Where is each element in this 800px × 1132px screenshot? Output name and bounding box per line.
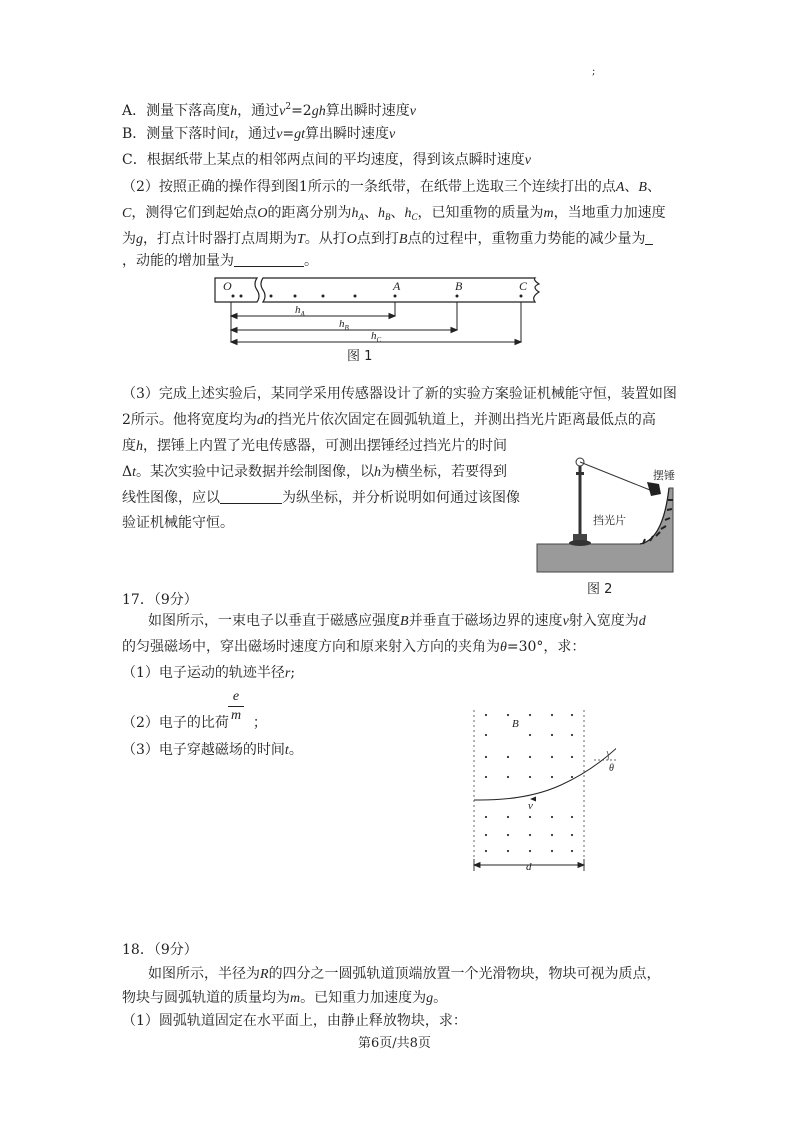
q18-line2: 物块与圆弧轨道的质量均为m。已知重力加速度为g。 — [122, 990, 448, 1006]
angle-theta-label: θ — [609, 763, 614, 774]
field-dot — [551, 850, 553, 852]
field-dot — [551, 816, 553, 818]
q16-part2-line2: C，测得它们到起始点O的距离分别为$h_A$、$h_B$、$h_C$，已知重物的质量为m，当地重力加速度 — [122, 205, 666, 222]
answer-blank-potential[interactable] — [645, 230, 653, 245]
q16-part3-line2: 2所示。他将宽度均为d的挡光片依次固定在圆弧轨道上，并测出挡光片距离最低点的高 — [122, 412, 656, 428]
field-dot — [507, 834, 509, 836]
field-dot — [529, 714, 531, 716]
q16-part3-line1: （3）完成上述实验后，某同学采用传感器设计了新的实验方案验证机械能守恒，装置如图 — [122, 386, 677, 402]
field-dot — [571, 834, 573, 836]
field-dot — [529, 776, 531, 778]
answer-blank-ordinate[interactable] — [220, 489, 282, 504]
field-dot — [551, 734, 553, 736]
field-b-label: B — [512, 718, 519, 730]
field-dot — [571, 734, 573, 736]
q16-part2-line1: （2）按照正确的操作得到图1所示的一条纸带，在纸带上选取三个连续打出的点A、B、 — [122, 179, 661, 195]
field-dot — [485, 834, 487, 836]
figure-2-caption: 图 2 — [587, 582, 613, 597]
point-a-label: A — [393, 279, 401, 293]
figure-1-caption: 图 1 — [347, 349, 373, 364]
field-dot — [507, 714, 509, 716]
figure-magnetic-field — [466, 705, 616, 875]
q16-part3-line5: 线性图像，应以 为纵坐标，并分析说明如何通过该图像 — [122, 490, 520, 506]
q17-header: 17．（9分） — [122, 592, 198, 608]
q16-part2-line4: ，动能的增加量为 。 — [122, 253, 318, 269]
field-dot — [485, 714, 487, 716]
arc-track-base — [537, 488, 673, 572]
q17-sub3: （3）电子穿越磁场的时间t。 — [122, 742, 303, 758]
width-d-label: d — [526, 861, 532, 873]
field-dot — [529, 850, 531, 852]
field-dot — [485, 776, 487, 778]
option-c: C．根据纸带上某点的相邻两点间的平均速度，得到该点瞬时速度v — [122, 152, 531, 168]
field-dot — [485, 756, 487, 758]
dim-ha-label: $h_A$ — [295, 304, 305, 318]
fraction-e-over-m: e m — [228, 690, 244, 723]
point-b-label: B — [455, 279, 463, 293]
field-dot — [551, 776, 553, 778]
q16-part3-line4: Δt。某次实验中记录数据并绘制图像，以h为横坐标，若要得到 — [122, 464, 508, 480]
q18-line3: （1）圆弧轨道固定在水平面上，由静止释放物块，求： — [122, 1013, 467, 1029]
q18-header: 18．（9分） — [122, 942, 198, 958]
q17-sub1: （1）电子运动的轨迹半径r; — [122, 665, 296, 681]
field-dot — [507, 756, 509, 758]
q16-part2-line3: 为g，打点计时器打点周期为T。从打O点到打B点的过程中，重物重力势能的减少量为 — [122, 229, 653, 250]
corner-mark: ; — [592, 66, 596, 77]
q17-sub2: （2）电子的比荷 ； — [122, 715, 267, 731]
label-plate: 挡光片 — [593, 514, 626, 527]
q16-part3-line6: 验证机械能守恒。 — [122, 515, 234, 531]
q18-line1: 如图所示，半径为R的四分之一圆弧轨道顶端放置一个光滑物块，物块可视为质点， — [148, 966, 661, 982]
q17-line2: 的匀强磁场中，穿出磁场时速度方向和原来射入方向的夹角为θ=30°，求： — [122, 639, 586, 655]
field-dot — [571, 776, 573, 778]
dim-hc-label: $h_C$ — [371, 330, 382, 344]
field-dot — [571, 756, 573, 758]
field-dot — [571, 850, 573, 852]
field-dot — [507, 776, 509, 778]
field-dot — [485, 734, 487, 736]
figure-1-paper-tape — [205, 272, 550, 364]
field-dot — [507, 816, 509, 818]
tape-outline — [215, 278, 539, 302]
point-c-label: C — [519, 279, 528, 293]
tape-dots — [232, 295, 523, 298]
field-dot — [571, 816, 573, 818]
q16-part3-line3: 度h，摆锤上内置了光电传感器，可测出摆锤经过挡光片的时间 — [122, 438, 507, 454]
field-dot — [529, 816, 531, 818]
field-dots — [485, 714, 573, 852]
field-dot — [571, 714, 573, 716]
option-b: B．测量下落时间t，通过v=gt算出瞬时速度v — [122, 126, 396, 142]
field-dot — [529, 834, 531, 836]
velocity-v-label: v — [528, 800, 533, 812]
q17-line1: 如图所示，一束电子以垂直于磁感应强度B并垂直于磁场边界的速度v射入宽度为d — [148, 613, 646, 629]
field-dot — [485, 850, 487, 852]
figure-2-pendulum-apparatus — [535, 448, 685, 598]
field-dot — [551, 756, 553, 758]
field-dot — [529, 734, 531, 736]
field-dot — [551, 714, 553, 716]
page-footer: 第6页/共8页 — [358, 1036, 431, 1051]
field-dot — [507, 850, 509, 852]
field-dot — [529, 756, 531, 758]
field-dot — [485, 816, 487, 818]
answer-blank-kinetic[interactable] — [234, 252, 304, 267]
label-pendulum: 摆锤 — [653, 469, 675, 482]
option-a: A．测量下落高度h，通过$v^2=2gh$算出瞬时速度v — [122, 102, 416, 119]
point-o-label: O — [223, 279, 232, 293]
field-dot — [551, 834, 553, 836]
dim-hb-label: $h_B$ — [339, 318, 349, 332]
